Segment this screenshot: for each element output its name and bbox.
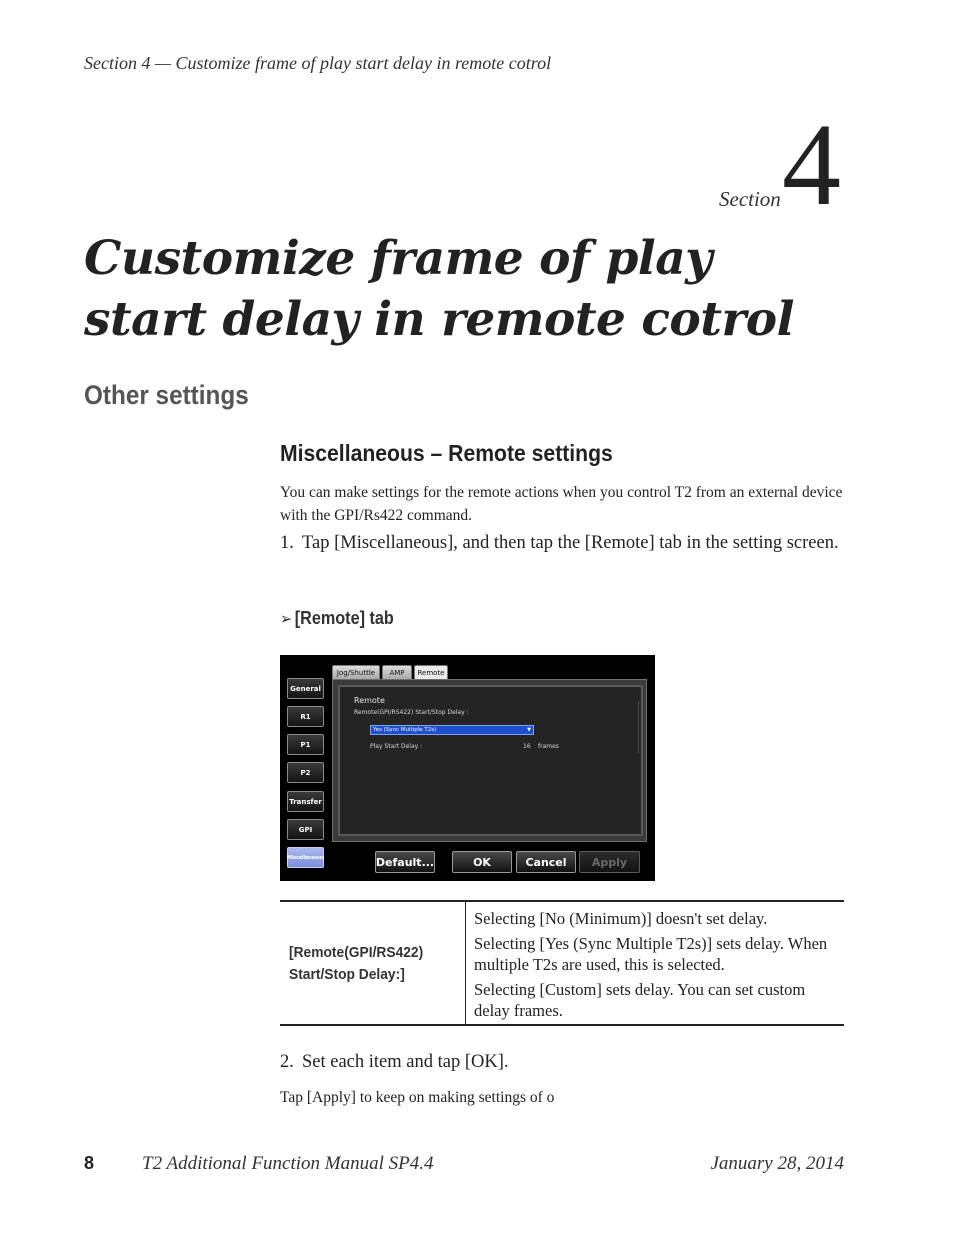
intro-paragraph: You can make settings for the remote actions when you control T2 from an external device with the GPI/Rs422 command. [280, 484, 843, 524]
sidebar-item-p2[interactable]: P2 [287, 762, 324, 783]
tab-amp[interactable]: AMP [382, 665, 412, 680]
sidebar-item-miscellaneous[interactable]: Miscellaneous [287, 847, 324, 868]
remote-group [338, 685, 643, 836]
sidebar-item-gpi[interactable]: GPI [287, 819, 324, 840]
cancel-button[interactable]: Cancel [516, 851, 576, 873]
sidebar-item-transfer[interactable]: Transfer [287, 791, 324, 812]
table-key-cell [280, 902, 466, 1024]
step-text: Tap [Miscellaneous], and then tap the [Remote] tab in the setting screen. [302, 533, 839, 553]
table-value: Selecting [Custom] sets delay. You can set custom delay frames. [474, 979, 806, 1020]
table-value-cell [474, 908, 839, 1025]
table-key: [Remote(GPI/RS422) Start/Stop Delay:] [289, 944, 424, 983]
settings-table [280, 900, 844, 1026]
table-value: Selecting [Yes (Sync Multiple T2s)] sets delay. When multiple T2s are used, this is selected. [474, 933, 828, 974]
footer-date: January 28, 2014 [710, 1153, 844, 1174]
sidebar-item-r1[interactable]: R1 [287, 706, 324, 727]
select-value: Yes (Sync Multiple T2s) [373, 727, 437, 733]
tab-caption [280, 608, 394, 629]
divider [638, 701, 639, 753]
heading-other-settings: Other settings [84, 380, 249, 410]
tab-remote[interactable]: Remote [414, 665, 448, 680]
apply-button[interactable]: Apply [579, 851, 640, 873]
step-2 [280, 1050, 845, 1075]
sidebar-item-general[interactable]: General [287, 678, 324, 699]
table-value: Selecting [No (Minimum)] doesn't set delay. [474, 909, 768, 928]
step-number: 2. [280, 1052, 294, 1072]
page-number: 8 [84, 1153, 95, 1173]
section-label: Section [719, 187, 781, 211]
chapter-title: Customize frame of play start delay in remote cotrol [84, 231, 794, 347]
default-button[interactable]: Default... [375, 851, 435, 873]
ok-button[interactable]: OK [452, 851, 512, 873]
step-text: Set each item and tap [OK]. [302, 1052, 509, 1072]
sidebar-item-p1[interactable]: P1 [287, 734, 324, 755]
chevron-down-icon: ▼ [527, 727, 531, 733]
tab-caption-text: [Remote] tab [294, 608, 394, 628]
play-start-delay-value[interactable]: 16 [523, 743, 531, 750]
group-label: Remote [354, 696, 385, 705]
heading-misc-remote: Miscellaneous – Remote settings [280, 440, 613, 466]
tab-jog-shuttle[interactable]: Jog/Shuttle [332, 665, 380, 680]
settings-panel [332, 679, 647, 842]
play-start-delay-unit: frames [538, 743, 559, 750]
start-stop-delay-select[interactable] [370, 725, 534, 735]
footer-title: T2 Additional Function Manual SP4.4 [142, 1153, 434, 1174]
play-start-delay-label: Play Start Delay : [370, 743, 423, 750]
step-1 [280, 531, 845, 556]
running-head: Section 4 — Customize frame of play start delay in remote cotrol [84, 53, 552, 73]
section-number: 4 [782, 99, 841, 230]
remote-tab-screenshot [280, 655, 655, 881]
arrow-bullet-icon: ➢ [280, 611, 293, 628]
note: Tap [Apply] to keep on making settings of o [280, 1089, 555, 1106]
step-number: 1. [280, 533, 294, 553]
start-stop-delay-label: Remote(GPI/RS422) Start/Stop Delay : [354, 709, 469, 716]
